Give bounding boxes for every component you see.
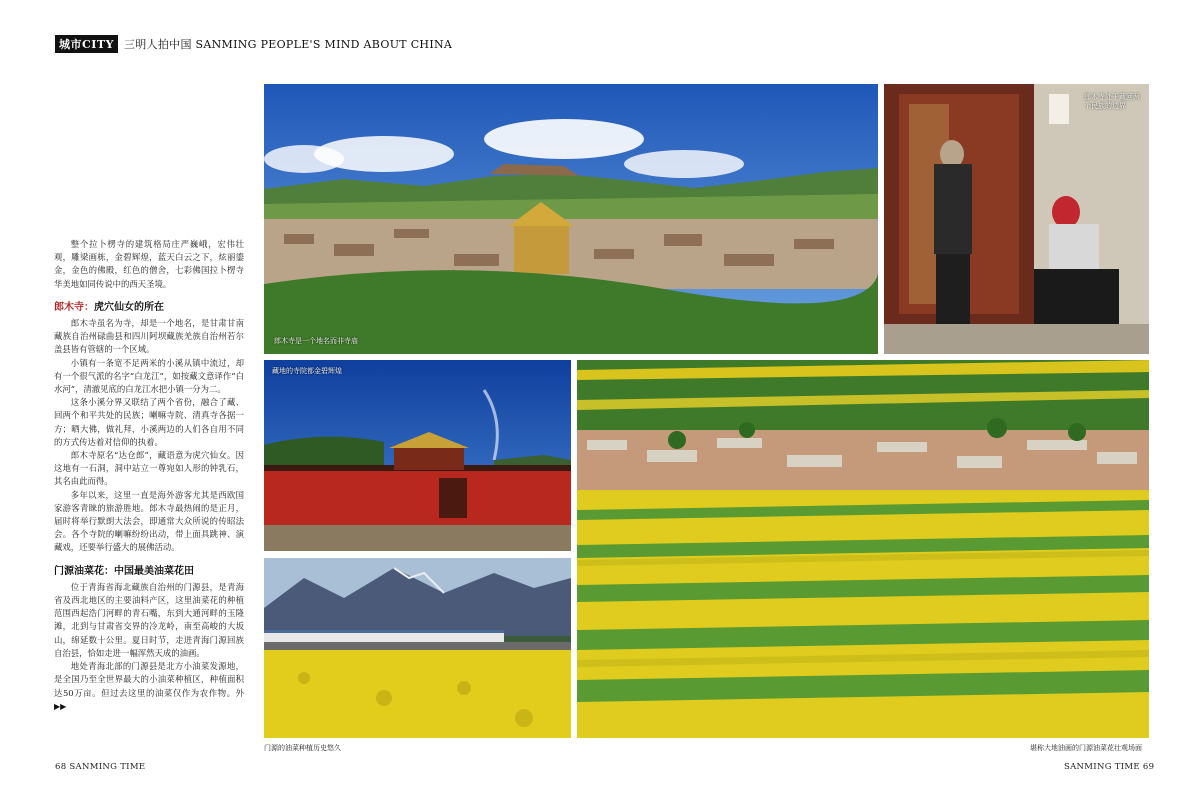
section1-paragraph-5: 多年以来，这里一直是海外游客尤其是西欧国家游客青睐的旅游胜地。郎木寺最热闹的是正月，届时将举行默朗大法会，即通常大众所说的传昭法会。各个寺院的喇嘛纷纷出动，带上面具跳神、演藏戏，还要举行盛大的展佛活动。 — [54, 489, 244, 553]
women-caption: 郎木寺处于藏回两个民族的边界 — [1084, 93, 1140, 110]
section2-paragraph-2-text: 地处青海北部的门源县是北方小油菜发源地，是全国乃至全世界最大的小油菜种植区，种植面积达50万亩。但过去这里的油菜仅作为农作物。外 — [54, 661, 244, 698]
section1-heading-b: 虎穴仙女的所在 — [94, 301, 164, 313]
section1-paragraph-3: 这条小溪分界又联结了两个省份，融合了藏、回两个和平共处的民族；喇嘛寺院、清真寺各据一方；晒大佛，做礼拜，小溪两边的人们各自用不同的方式传达着对信仰的执着。 — [54, 397, 244, 447]
train-photo — [264, 558, 571, 738]
header-title: 三明人拍中国 SANMING PEOPLE'S MIND ABOUT CHINA — [123, 38, 453, 51]
fields-photo — [577, 360, 1149, 738]
footer-right-folio: SANMING TIME 69 — [1064, 762, 1155, 772]
section-badge: 城市CITY — [55, 35, 118, 53]
page-header — [55, 36, 452, 52]
temple-photo — [264, 360, 571, 551]
section1-paragraph-4: 郎木寺原名“达仓郎”，藏语意为虎穴仙女。因这地有一石洞，洞中站立一尊宛如人形的钟乳石，其名由此而得。 — [54, 450, 244, 487]
temple-caption: 藏地的寺院都金碧辉煌 — [272, 367, 342, 375]
section1-heading — [54, 301, 244, 314]
women-photo — [884, 84, 1149, 354]
panorama-photo — [264, 84, 878, 354]
train-caption: 门源的油菜种植历史悠久 — [264, 744, 341, 752]
article-column — [54, 238, 244, 713]
section2-heading: 门源油菜花：中国最美油菜花田 — [54, 565, 194, 577]
section1-paragraph-1: 郎木寺虽名为寺，却是一个地名，是甘肃甘南藏族自治州碌曲县和四川阿坝藏族羌族自治州若尔盖县皆有管辖的一个区域。 — [54, 318, 244, 355]
panorama-caption: 郎木寺是一个地名而非寺庙 — [274, 337, 358, 345]
section1-heading-a: 郎木寺： — [54, 301, 94, 313]
section2-paragraph-2 — [54, 660, 244, 713]
continue-arrow-icon: ▶▶ — [54, 701, 67, 711]
section2-paragraph-1: 位于青海省海北藏族自治州的门源县，是青海省及西北地区的主要油料产区，这里油菜花的种植范围西起浩门河畔的青石嘴，东到大通河畔的玉隆滩，北到与甘肃省交界的冷龙岭，南至高峻的大坂山，绵延数十公里。夏日时节，走进青海门源回族自治县，恰如走进一幅浑然天成的油画。 — [54, 581, 244, 658]
section1-paragraph-2: 小镇有一条宽不足两米的小溪从镇中流过，却有一个很气派的名字“白龙江”，如按藏文意译作“白水河”，清澈见底的白龙江水把小镇一分为二。 — [54, 357, 244, 395]
intro-paragraph: 整个拉卜楞寺的建筑格局庄严巍峨，宏伟壮观，雕梁画栋，金碧辉煌，蓝天白云之下，炫丽鎏金，金色的佛殿，红色的僧舍，七彩佛国拉卜楞寺华美地如同传说中的西天圣境。 — [54, 239, 244, 289]
fields-caption: 堪称大地油画的门源油菜花壮观场面 — [1030, 744, 1142, 752]
footer-left-folio: 68 SANMING TIME — [55, 762, 146, 772]
